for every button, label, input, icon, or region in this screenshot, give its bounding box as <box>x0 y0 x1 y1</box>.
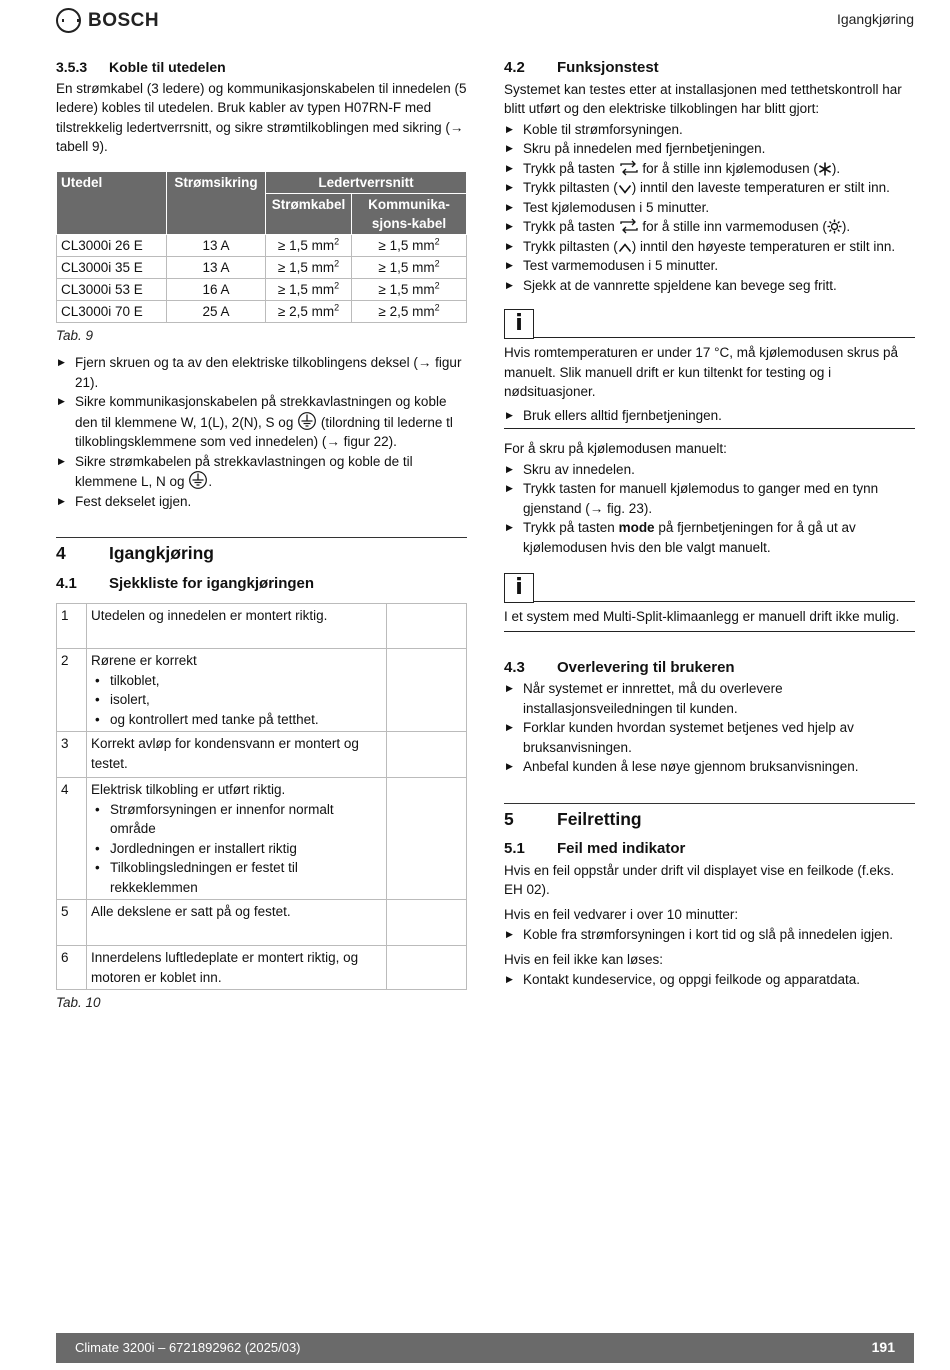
list-item: ▶ Anbefal kunden å lese nøye gjennom bruksanvisningen. <box>504 757 915 777</box>
sun-icon <box>827 219 842 234</box>
checklist-table <box>56 603 467 990</box>
list-item: ▶ Test kjølemodusen i 5 minutter. <box>504 198 915 218</box>
section-divider <box>504 803 915 804</box>
table-row: CL3000i 70 E 25 A ≥ 2,5 $mm^2$ ≥ 2,5 $mm^2$ <box>57 300 467 322</box>
list-item: ▶ Trykk på tasten for å stille inn kjølemodusen ( ). <box>504 159 915 179</box>
list-item: • isolert, <box>91 690 382 710</box>
table-row: 2 Rørene er korrekt • tilkoblet, • isolert, • og kontrollert med tanke på tetthet. <box>57 649 467 732</box>
snowflake-icon <box>818 162 832 176</box>
brand-name: BOSCH <box>88 9 160 31</box>
info-text: I et system med Multi-Split-klimaanlegg er manuell drift ikke mulig. <box>504 609 900 624</box>
table-row: CL3000i 53 E 16 A ≥ 1,5 $mm^2$ ≥ 1,5 $mm^2$ <box>57 278 467 300</box>
list-item: ▶ Trykk tasten for manuell kjølemodus to ganger med en tynn gjenstand (→ fig. 23). <box>504 479 915 518</box>
heading-4-2: 4.2 Funksjonstest <box>504 59 659 76</box>
list-item: ▶ Koble fra strømforsyningen i kort tid og slå på innedelen igjen. <box>504 925 915 945</box>
list-item: • Strømforsyningen er innenfor normalt område <box>91 800 382 839</box>
left-column <box>56 58 467 1013</box>
table-10-caption: Tab. 10 <box>56 995 101 1010</box>
list-item: • og kontrollert med tanke på tetthet. <box>91 710 382 730</box>
check-cell <box>387 900 467 946</box>
chevron-down-icon <box>618 183 632 195</box>
list-item: ▶ Fest dekselet igjen. <box>56 492 467 512</box>
list-item: ▶ Trykk piltasten ( ) inntil den høyeste temperaturen er stilt inn. <box>504 237 915 257</box>
handover-steps <box>504 679 915 777</box>
list-item: • Jordledningen er installert riktig <box>91 839 382 859</box>
col-header-power: Strømkabel <box>266 193 352 234</box>
fault-p3: Hvis en feil ikke kan løses: <box>504 951 664 967</box>
function-test-steps <box>504 120 915 296</box>
col-header-fuse: Strømsikring <box>167 171 266 234</box>
info-text: Hvis romtemperaturen er under 17 °C, må kjølemodusen skrus på manuelt. Slik manuell drift er kun tiltenkt for testing og i nødsituasjoner. <box>504 345 899 399</box>
list-item: ▶ Sikre strømkabelen på strekkavlastningen og koble de til klemmene L, N og . <box>56 452 467 492</box>
footer-doc-id: Climate 3200i – 6721892962 (2025/03) <box>75 1340 301 1356</box>
page-footer <box>56 1333 914 1363</box>
list-item: ▶ Skru på innedelen med fjernbetjeningen. <box>504 139 915 159</box>
function-test-intro: Systemet kan testes etter at installasjonen med tetthetskontroll har blitt utført og den elektriske tilkoblingen har blitt gjort: <box>504 81 902 116</box>
list-item: ▶ Trykk på tasten mode på fjernbetjeningen for å gå ut av kjølemodusen hvis den ble valgt manuelt. <box>504 518 915 557</box>
table-row: 5 Alle dekslene er satt på og festet. <box>57 900 467 946</box>
heading-5-1: 5.1 Feil med indikator <box>504 840 686 857</box>
bosch-logo <box>56 8 159 33</box>
connect-steps <box>56 353 467 511</box>
check-cell <box>387 732 467 778</box>
connect-intro: En strømkabel (3 ledere) og kommunikasjonskabelen til innedelen (5 ledere) kobles til utedelen. Bruk kabler av typen H07RN-F med tilstrekkelig ledertverrsnitt, og sikre strømtilkoblingen med sikring (→ tabell 9). <box>56 80 467 154</box>
chevron-up-icon <box>618 242 632 254</box>
col-header-cross: Ledertverrsnitt <box>266 171 467 193</box>
manual-intro: For å skru på kjølemodusen manuelt: <box>504 441 727 456</box>
table-9-caption: Tab. 9 <box>56 327 94 343</box>
mode-cycle-icon <box>619 160 639 176</box>
table-row: 3 Korrekt avløp for kondensvann er montert og testet. <box>57 732 467 778</box>
table-row: 4 Elektrisk tilkobling er utført riktig. • Strømforsyningen er innenfor normalt område • Jordledningen er installert riktig • Tilkoblingsledningen er festet til rekkeklemmen <box>57 778 467 900</box>
info-notice <box>504 573 915 603</box>
list-item: ▶ Koble til strømforsyningen. <box>504 120 915 140</box>
header-section-title: Igangkjøring <box>836 11 914 27</box>
fault-p2: Hvis en feil vedvarer i over 10 minutter: <box>504 906 739 922</box>
ground-icon <box>297 412 317 430</box>
list-item: ▶ Fjern skruen og ta av den elektriske tilkoblingens deksel (→ figur 21). <box>56 353 467 392</box>
bosch-logo-icon <box>56 8 81 33</box>
list-item: ▶ Trykk piltasten ( ) inntil den laveste temperaturen er stilt inn. <box>504 178 915 198</box>
table-row: CL3000i 26 E 13 A ≥ 1,5 $mm^2$ ≥ 1,5 $mm^2$ <box>57 234 467 256</box>
mode-cycle-icon <box>619 218 639 234</box>
heading-4: 4 Igangkjøring <box>56 543 214 563</box>
table-row: CL3000i 35 E 13 A ≥ 1,5 $mm^2$ ≥ 1,5 $mm^2$ <box>57 256 467 278</box>
heading-5: 5 Feilretting <box>504 808 642 829</box>
table-row: 6 Innerdelens luftledeplate er montert riktig, og motoren er koblet inn. <box>57 946 467 990</box>
list-item: ▶ Skru av innedelen. <box>504 460 915 480</box>
check-cell <box>387 946 467 990</box>
info-icon: i <box>504 573 534 603</box>
cable-table <box>56 171 467 323</box>
heading-4-1: 4.1 Sjekkliste for igangkjøringen <box>56 574 315 592</box>
check-cell <box>387 649 467 732</box>
ground-icon <box>188 471 208 489</box>
manual-steps <box>504 460 915 558</box>
list-item: ▶ Sikre kommunikasjonskabelen på strekkavlastningen og koble den til klemmene W, 1(L), 2(N), S og (tilordning til lederne tl tilkoblingsklemmene som ved innedelen) (→ figur 22). <box>56 392 467 452</box>
section-divider <box>56 537 467 538</box>
info-icon: i <box>504 309 534 339</box>
list-item: ▶ Kontakt kundeservice, og oppgi feilkode og apparatdata. <box>504 970 915 990</box>
list-item: ▶ Sjekk at de vannrette spjeldene kan bevege seg fritt. <box>504 276 915 296</box>
check-cell <box>387 604 467 649</box>
list-item: • Tilkoblingsledningen er festet til rekkeklemmen <box>91 858 382 897</box>
heading-4-3: 4.3 Overlevering til brukeren <box>504 658 735 676</box>
page-number: 191 <box>871 1339 895 1356</box>
right-column <box>504 58 915 990</box>
list-item: ▶ Bruk ellers alltid fjernbetjeningen. <box>504 406 915 426</box>
list-item: ▶ Trykk på tasten for å stille inn varmemodusen ( ). <box>504 217 915 237</box>
info-notice <box>504 309 915 339</box>
heading-3-5-3: 3.5.3 Koble til utedelen <box>56 59 226 75</box>
fault-p1: Hvis en feil oppstår under drift vil displayet vise en feilkode (f.eks. EH 02). <box>504 862 895 897</box>
list-item: ▶ Forklar kunden hvordan systemet betjenes ved hjelp av bruksanvisningen. <box>504 718 915 757</box>
list-item: • tilkoblet, <box>91 671 382 691</box>
list-item: ▶ Når systemet er innrettet, må du overlevere installasjonsveiledningen til kunden. <box>504 679 915 718</box>
check-cell <box>387 778 467 900</box>
col-header-unit: Utedel <box>57 171 167 234</box>
col-header-comm: Kommunika- sjons-kabel <box>352 193 467 234</box>
table-row: 1 Utedelen og innedelen er montert riktig. <box>57 604 467 649</box>
list-item: ▶ Test varmemodusen i 5 minutter. <box>504 256 915 276</box>
